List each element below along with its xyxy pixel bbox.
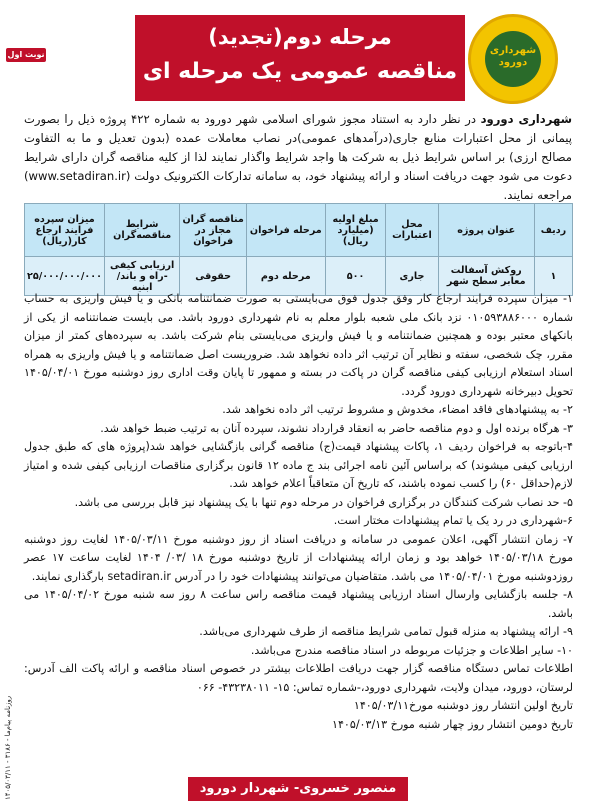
municipality-logo	[468, 14, 558, 104]
table-cell: ۲۵/۰۰۰/۰۰۰/۰۰۰	[25, 257, 105, 296]
table-cell: مرحله دوم	[246, 257, 325, 296]
table-header: مرحله فراخوان	[246, 204, 325, 257]
logo-text-bottom: دورود	[498, 57, 528, 68]
condition-item: ۱- میزان سپرده فرایند ارجاع کار وفق جدول فوق می‌بایستی به صورت ضمانتنامه بانکی و یا فیش واریزی به حساب شماره ۰۱۰۵۹۳۸۸۶۰۰۰ نزد بانک ملی شعبه بلوار معلم به نام شهرداری دورود باشد. می بایست ضمانتنامه از یکی از بانکهای معتبر بوده و همچنین ضمانتنامه و یا فیش واریزی می‌بایستی بنام شرکت باشد. به سپرده‌های کمتر از میزان مقرر، چک شخصی، سفته و نظایر آن ترتیب اثر داده نخواهد شد. ضروریست اصل ضمانتنامه و یا فیش واریزی به همراه اسناد استعلام ارزیابی کیفی مناقصه گران در پاکت در بسته و ممهور تا پایان وقت اداری روز دوشنبه مورخ ۱۴۰۵/۰۴/۰۱ تحویل دبیرخانه شهرداری دورود گردد.	[24, 292, 573, 398]
logo-text-top: شهرداری	[489, 45, 537, 56]
condition-item: ۹- ارائه پیشنهاد به منزله قبول تمامی شرایط مناقصه از طرف شهرداری می‌باشد.	[199, 625, 573, 638]
title-line-2: مناقصه عمومی یک مرحله ای	[142, 59, 458, 84]
newspaper-side-caption	[1, 630, 17, 800]
table-cell: ۵۰۰	[325, 257, 386, 296]
condition-item: ۲- به پیشنهادهای فاقد امضاء، مخدوش و مشروط ترتیب اثر داده نخواهد شد.	[222, 403, 573, 416]
first-publish-date: تاریخ اولین انتشار روز دوشنبه مورخ۱۴۰۵/۰۳/۱۱	[353, 699, 573, 712]
table-cell: حقوقی	[180, 257, 246, 296]
table-header: مبلغ اولیه (میلیارد ریال)	[325, 204, 386, 257]
condition-item: ۷- زمان انتشار آگهی، اعلان عمومی در سامانه و دریافت اسناد از روز دوشنبه مورخ ۱۴۰۵/۰۳/۱۱ لغایت روز دوشنبه مورخ ۱۴۰۵/۰۳/۱۸ خواهد بود و زمان ارائه پیشنهادات از تاریخ دوشنبه مورخ ۱۸ /۰۳/ ۱۴۰۴ لغایت ساعت ۱۷ عصر روزدوشنبه مورخ ۱۴۰۵/۰۴/۰۱ می باشد. متقاضیان می‌توانند پیشنهادات خود را در آدرس setadiran.ir بارگذاری نمایند.	[24, 532, 574, 583]
table-cell: ارزیابی کیفی -راه و باند/ابنیه	[104, 257, 180, 296]
table-cell: جاری	[386, 257, 438, 296]
intro-lead: شهرداری دورود	[480, 112, 573, 126]
condition-item: ۶-شهرداری در رد یک یا تمام پیشنهادات مختار است.	[333, 514, 573, 527]
conditions-list	[24, 290, 573, 734]
tender-table	[24, 203, 573, 296]
logo-emblem	[485, 31, 541, 87]
contact-info: اطلاعات تماس دستگاه مناقصه گزار جهت دریافت اطلاعات بیشتر در خصوص اسناد مناقصه و ارائه پاکت الف آدرس: لرستان، دورود، میدان ولایت، شهرداری دورود،-شماره تماس: ۱۵- ۴۳۲۳۸۰۱۱- ۰۶۶	[24, 662, 573, 694]
table-header: ردیف	[534, 204, 572, 257]
title-line-1: مرحله دوم(تجدید)	[208, 25, 392, 49]
condition-item: ۳- هرگاه برنده اول و دوم مناقصه حاضر به انعقاد قرارداد نشوند، سپرده آنان به ترتیب ضبط خواهد شد.	[100, 421, 573, 435]
condition-item: ۸- جلسه بازگشایی وارسال اسناد ارزیابی پیشنهاد قیمت مناقصه راس ساعت ۸ روز سه شنبه مورخ ۱۴۰۵/۰۴/۰۲ می باشد.	[24, 588, 574, 620]
table-header: عنوان پروژه	[438, 204, 534, 257]
notice-round-badge: نوبت اول	[6, 48, 46, 62]
intro-paragraph	[24, 110, 572, 205]
table-header: شرایط مناقصه‌گران	[104, 204, 180, 257]
condition-item: ۵- حد نصاب شرکت کنندگان در برگزاری فراخوان در مرحله دوم تنها با یک پیشنهاد نیز قابل بررسی می باشد.	[74, 495, 573, 509]
table-header: میزان سپرده فرایند ارجاع کار(ریال)	[25, 204, 105, 257]
second-publish-date: تاریخ دومین انتشار روز چهار شنبه مورخ ۱۴۰۵/۰۳/۱۳	[331, 717, 573, 731]
table-cell: روکش آسفالت معابر سطح شهر	[438, 257, 534, 296]
table-header-row	[25, 204, 573, 257]
side-caption-text: روزنامه پیام‌ما - ۳۱۸۶ - ۱۴۰۵/۰۳/۱۱	[4, 695, 12, 800]
intro-text: در نظر دارد به استناد مجوز شورای اسلامی شهر دورود به شماره ۴۲۲ پروژه ذیل را بصورت پیمانی از محل اعتبارات منابع جاری(درآمدهای عمومی)در نصاب معاملات عمده (بدون تعدیل و ما به التفاوت مصالح ارزی) بر اساس شرایط ذیل به شرکت ها واجد شرایط واگذار نمایند لذا از کلیه مناقصه گران دارای شرایط دعوت می شود جهت دریافت اسناد و ارائه پیشنهاد خود، به سامانه تدارکات الکترونیک دولت (www.setadiran.ir) مراجعه نمایند.	[24, 112, 572, 202]
condition-item: ۴-باتوجه به فراخوان ردیف ۱، پاکات پیشنهاد قیمت(ج) مناقصه گرانی بازگشایی خواهد شد(پروژه های که طبق جدول ارزیابی کیفی میشوند) که براساس آئین نامه اجرائی بند ج ماده ۱۲ قانون برگزاری مناقصات ارزیابی کیفی شده و امتیاز لازم(حداقل ۶۰) را کسب نموده باشند، که تاریخ آن متعاقباً اعلام خواهد شد.	[24, 440, 573, 490]
table-cell: ۱	[534, 257, 572, 296]
signature-banner: منصور خسروی- شهردار دورود	[188, 777, 408, 801]
condition-item: ۱۰- سایر اطلاعات و جزئیات مربوطه در اسناد مناقصه مندرج می‌باشد.	[250, 643, 573, 657]
table-header: مناقصه گران مجاز در فراخوان	[180, 204, 246, 257]
title-banner	[135, 15, 465, 101]
table-header: محل اعتبارات	[386, 204, 438, 257]
